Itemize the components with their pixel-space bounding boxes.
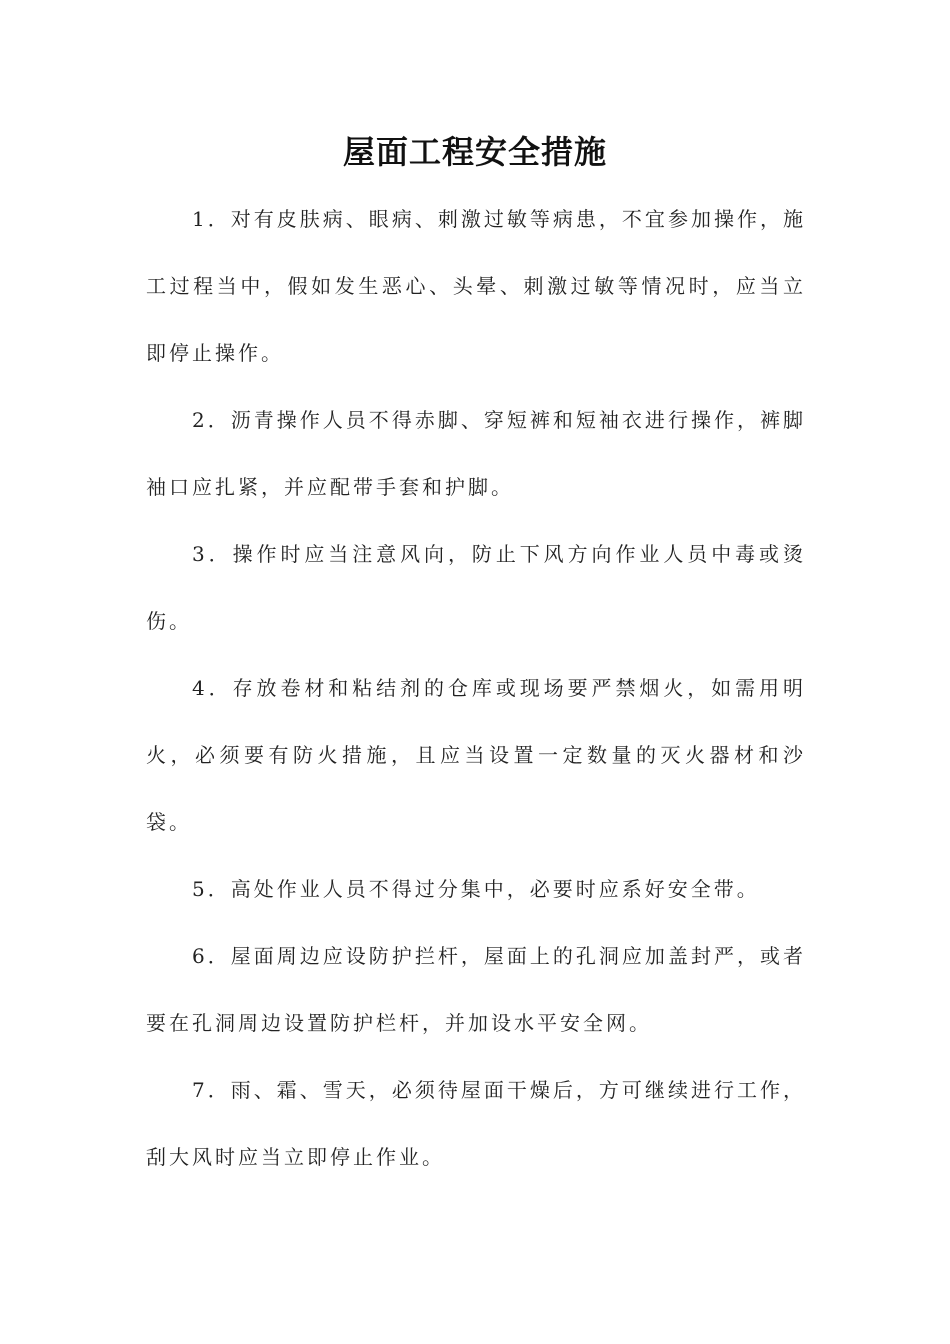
safety-item-2: 2．沥青操作人员不得赤脚、穿短裤和短袖衣进行操作，裤脚袖口应扎紧，并应配带手套和护脚。: [146, 408, 806, 499]
document-body: [146, 186, 806, 1191]
safety-item-7: 7．雨、霜、雪天，必须待屋面干燥后，方可继续进行工作，刮大风时应当立即停止作业。: [146, 1078, 806, 1169]
safety-item-4: 4．存放卷材和粘结剂的仓库或现场要严禁烟火，如需用明火，必须要有防火措施，且应当设置一定数量的灭火器材和沙袋。: [146, 676, 806, 834]
safety-item-1: 1．对有皮肤病、眼病、刺激过敏等病患，不宜参加操作，施工过程当中，假如发生恶心、头晕、刺激过敏等情况时，应当立即停止操作。: [146, 207, 806, 365]
document-title: 屋面工程安全措施: [342, 133, 607, 171]
safety-item-6: 6．屋面周边应设防护拦杆，屋面上的孔洞应加盖封严，或者要在孔洞周边设置防护栏杆，并加设水平安全网。: [146, 944, 806, 1035]
safety-item-5: 5．高处作业人员不得过分集中，必要时应系好安全带。: [192, 877, 760, 901]
safety-item-3: 3．操作时应当注意风向，防止下风方向作业人员中毒或烫伤。: [146, 542, 806, 633]
